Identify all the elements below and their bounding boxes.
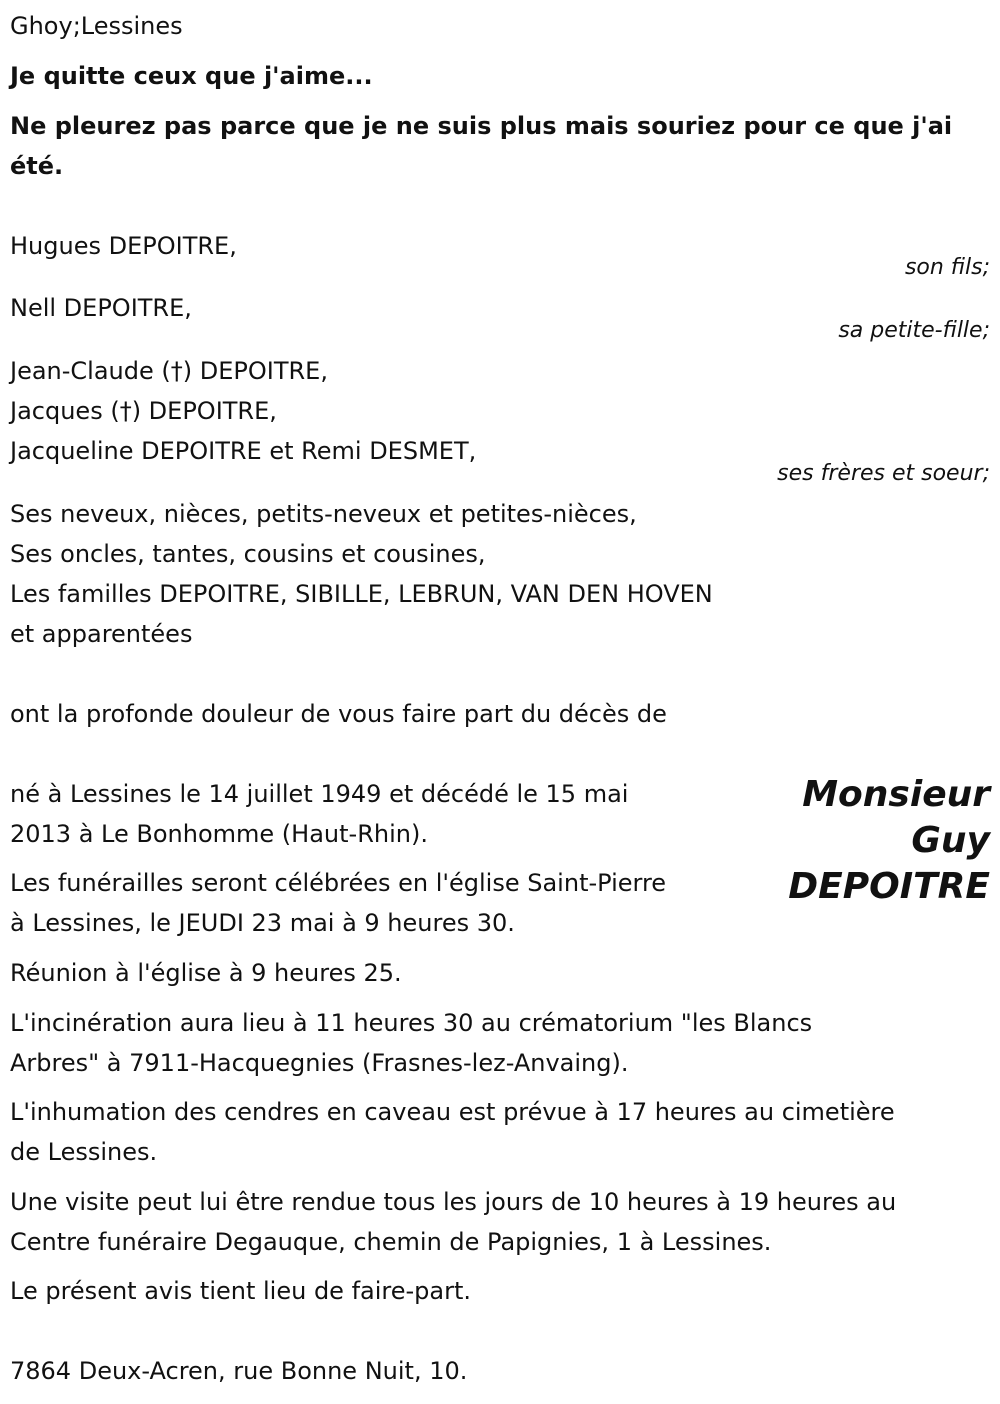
extended-family-4: et apparentées [10,620,193,648]
deceased-title: Monsieur [802,774,990,815]
cremation-line-2: Arbres" à 7911-Hacquegnies (Frasnes-lez-Anvaing). [10,1049,629,1077]
meeting-text: Réunion à l'église à 9 heures 25. [10,959,402,987]
quote-line-2a: Ne pleurez pas parce que je ne suis plus mais souriez pour ce que j'ai [10,112,953,140]
son-name: Hugues DEPOITRE, [10,232,237,260]
granddaughter-relation: sa petite-fille; [838,318,990,343]
granddaughter-name: Nell DEPOITRE, [10,294,192,322]
deceased-first-name: Guy [911,820,990,861]
visit-line-1: Une visite peut lui être rendue tous les jours de 10 heures à 19 heures au [10,1188,897,1216]
extended-family-3: Les familles DEPOITRE, SIBILLE, LEBRUN, VAN DEN HOVEN [10,580,713,608]
birth-death-line-1: né à Lessines le 14 juillet 1949 et décédé le 15 mai [10,780,629,808]
sibling-2: Jacques (†) DEPOITRE, [10,397,277,425]
son-relation: son fils; [904,255,990,280]
notice-text: Le présent avis tient lieu de faire-part. [10,1277,472,1305]
quote-line-1: Je quitte ceux que j'aime... [10,62,373,90]
location-text: Ghoy;Lessines [10,12,183,40]
deceased-name-block [788,772,990,910]
siblings-relation: ses frères et soeur; [777,461,990,486]
burial-line-2: de Lessines. [10,1138,158,1166]
cremation-line-1: L'incinération aura lieu à 11 heures 30 au crématorium "les Blancs [10,1009,813,1037]
sibling-1: Jean-Claude (†) DEPOITRE, [10,357,328,385]
address-text: 7864 Deux-Acren, rue Bonne Nuit, 10. [10,1357,468,1385]
extended-family-1: Ses neveux, nièces, petits-neveux et petites-nièces, [10,500,637,528]
extended-family-2: Ses oncles, tantes, cousins et cousines, [10,540,486,568]
birth-death-line-2: 2013 à Le Bonhomme (Haut-Rhin). [10,820,428,848]
burial-line-1: L'inhumation des cendres en caveau est prévue à 17 heures au cimetière [10,1098,895,1126]
sibling-3: Jacqueline DEPOITRE et Remi DESMET, [10,437,477,465]
deceased-last-name: DEPOITRE [788,866,990,907]
quote-line-2b: été. [10,152,64,180]
funeral-line-2: à Lessines, le JEUDI 23 mai à 9 heures 30. [10,909,515,937]
funeral-line-1: Les funérailles seront célébrées en l'église Saint-Pierre [10,869,667,897]
visit-line-2: Centre funéraire Degauque, chemin de Papignies, 1 à Lessines. [10,1228,772,1256]
announcement-text: ont la profonde douleur de vous faire part du décès de [10,700,667,728]
